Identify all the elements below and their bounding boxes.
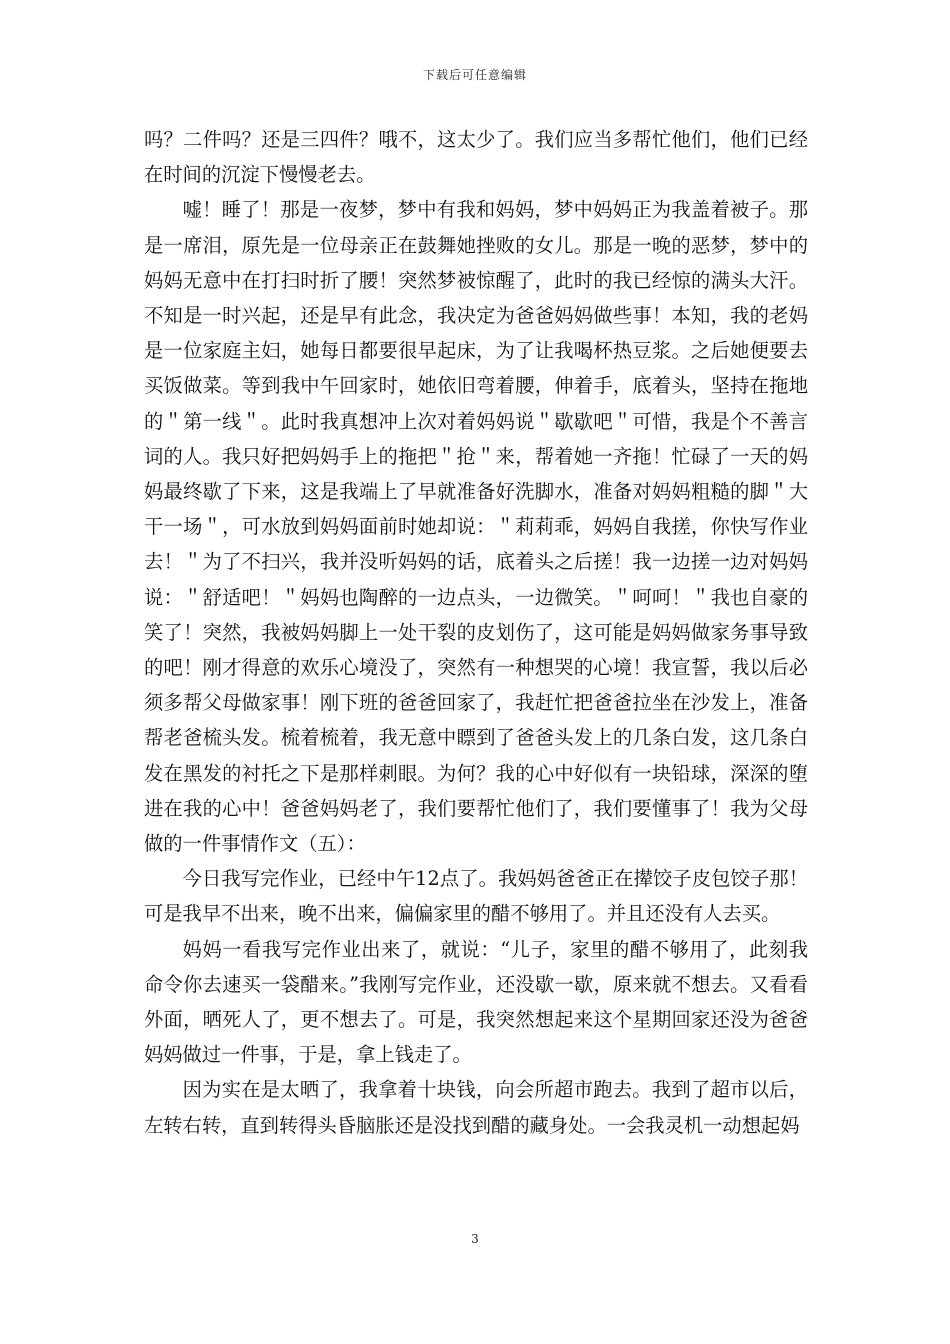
paragraph-5: 因为实在是太晒了，我拿着十块钱，向会所超市跑去。我到了超市以后，左转右转，直到转得头昏脑胀还是没找到醋的藏身处。一会我灵机一动想起妈 bbox=[144, 1078, 808, 1137]
paragraph-4: 妈妈一看我写完作业出来了，就说：“儿子，家里的醋不够用了，此刻我命令你去速买一袋醋来。”我刚写完作业，还没歇一歇，原来就不想去。又看看外面，晒死人了，更不想去了。可是，我突然想起来这个星期回家还没为爸爸妈妈做过一件事，于是，拿上钱走了。 bbox=[144, 937, 808, 1067]
page-number: 3 bbox=[471, 1232, 479, 1246]
paragraph-1: 吗？二件吗？还是三四件？哦不，这太少了。我们应当多帮忙他们，他们已经在时间的沉淀下慢慢老去。 bbox=[144, 128, 808, 187]
paragraph-2: 嘘！睡了！那是一夜梦，梦中有我和妈妈，梦中妈妈正为我盖着被子。那是一席泪，原先是一位母亲正在鼓舞她挫败的女儿。那是一晚的恶梦，梦中的妈妈无意中在打扫时折了腰！突然梦被惊醒了，此时的我已经惊的满头大汗。不知是一时兴起，还是早有此念，我决定为爸爸妈妈做些事！本知，我的老妈是一位家庭主妇，她每日都要很早起床，为了让我喝杯热豆浆。之后她便要去买饭做菜。等到我中午回家时，她依旧弯着腰，伸着手，底着头，坚持在拖地的＂第一线＂。此时我真想冲上次对着妈妈说＂歇歇吧＂可惜，我是个不善言词的人。我只好把妈妈手上的拖把＂抢＂来，帮着她一齐拖！忙碌了一天的妈妈最终歇了下来，这是我端上了早就准备好洗脚水，准备对妈妈粗糙的脚＂大干一场＂，可水放到妈妈面前时她却说：＂莉莉乖，妈妈自我搓，你快写作业去！＂为了不扫兴，我并没听妈妈的话，底着头之后搓！我一边搓一边对妈妈说：＂舒适吧！＂妈妈也陶醉的一边点头，一边微笑。＂呵呵！＂我也自豪的笑了！突然，我被妈妈脚上一处干裂的皮划伤了，这可能是妈妈做家务事导致的吧！刚才得意的欢乐心境没了，突然有一种想哭的心境！我宣誓，我以后必须多帮父母做家事！刚下班的爸爸回家了，我赶忙把爸爸拉坐在沙发上，准备帮老爸梳头发。梳着梳着，我无意中瞟到了爸爸头发上的几条白发，这几条白发在黑发的衬托之下是那样刺眼。为何？我的心中好似有一块铅球，深深的堕进在我的心中！爸爸妈妈老了，我们要帮忙他们了，我们要懂事了！我为父母做的一件事情作文（五）： bbox=[144, 198, 808, 856]
document-body bbox=[144, 122, 808, 1143]
paragraph-3: 今日我写完作业，已经中午12点了。我妈妈爸爸正在撵饺子皮包饺子那！可是我早不出来，晚不出来，偏偏家里的醋不够用了。并且还没有人去买。 bbox=[144, 867, 808, 926]
page-header: 下载后可任意编辑 bbox=[422, 68, 527, 82]
